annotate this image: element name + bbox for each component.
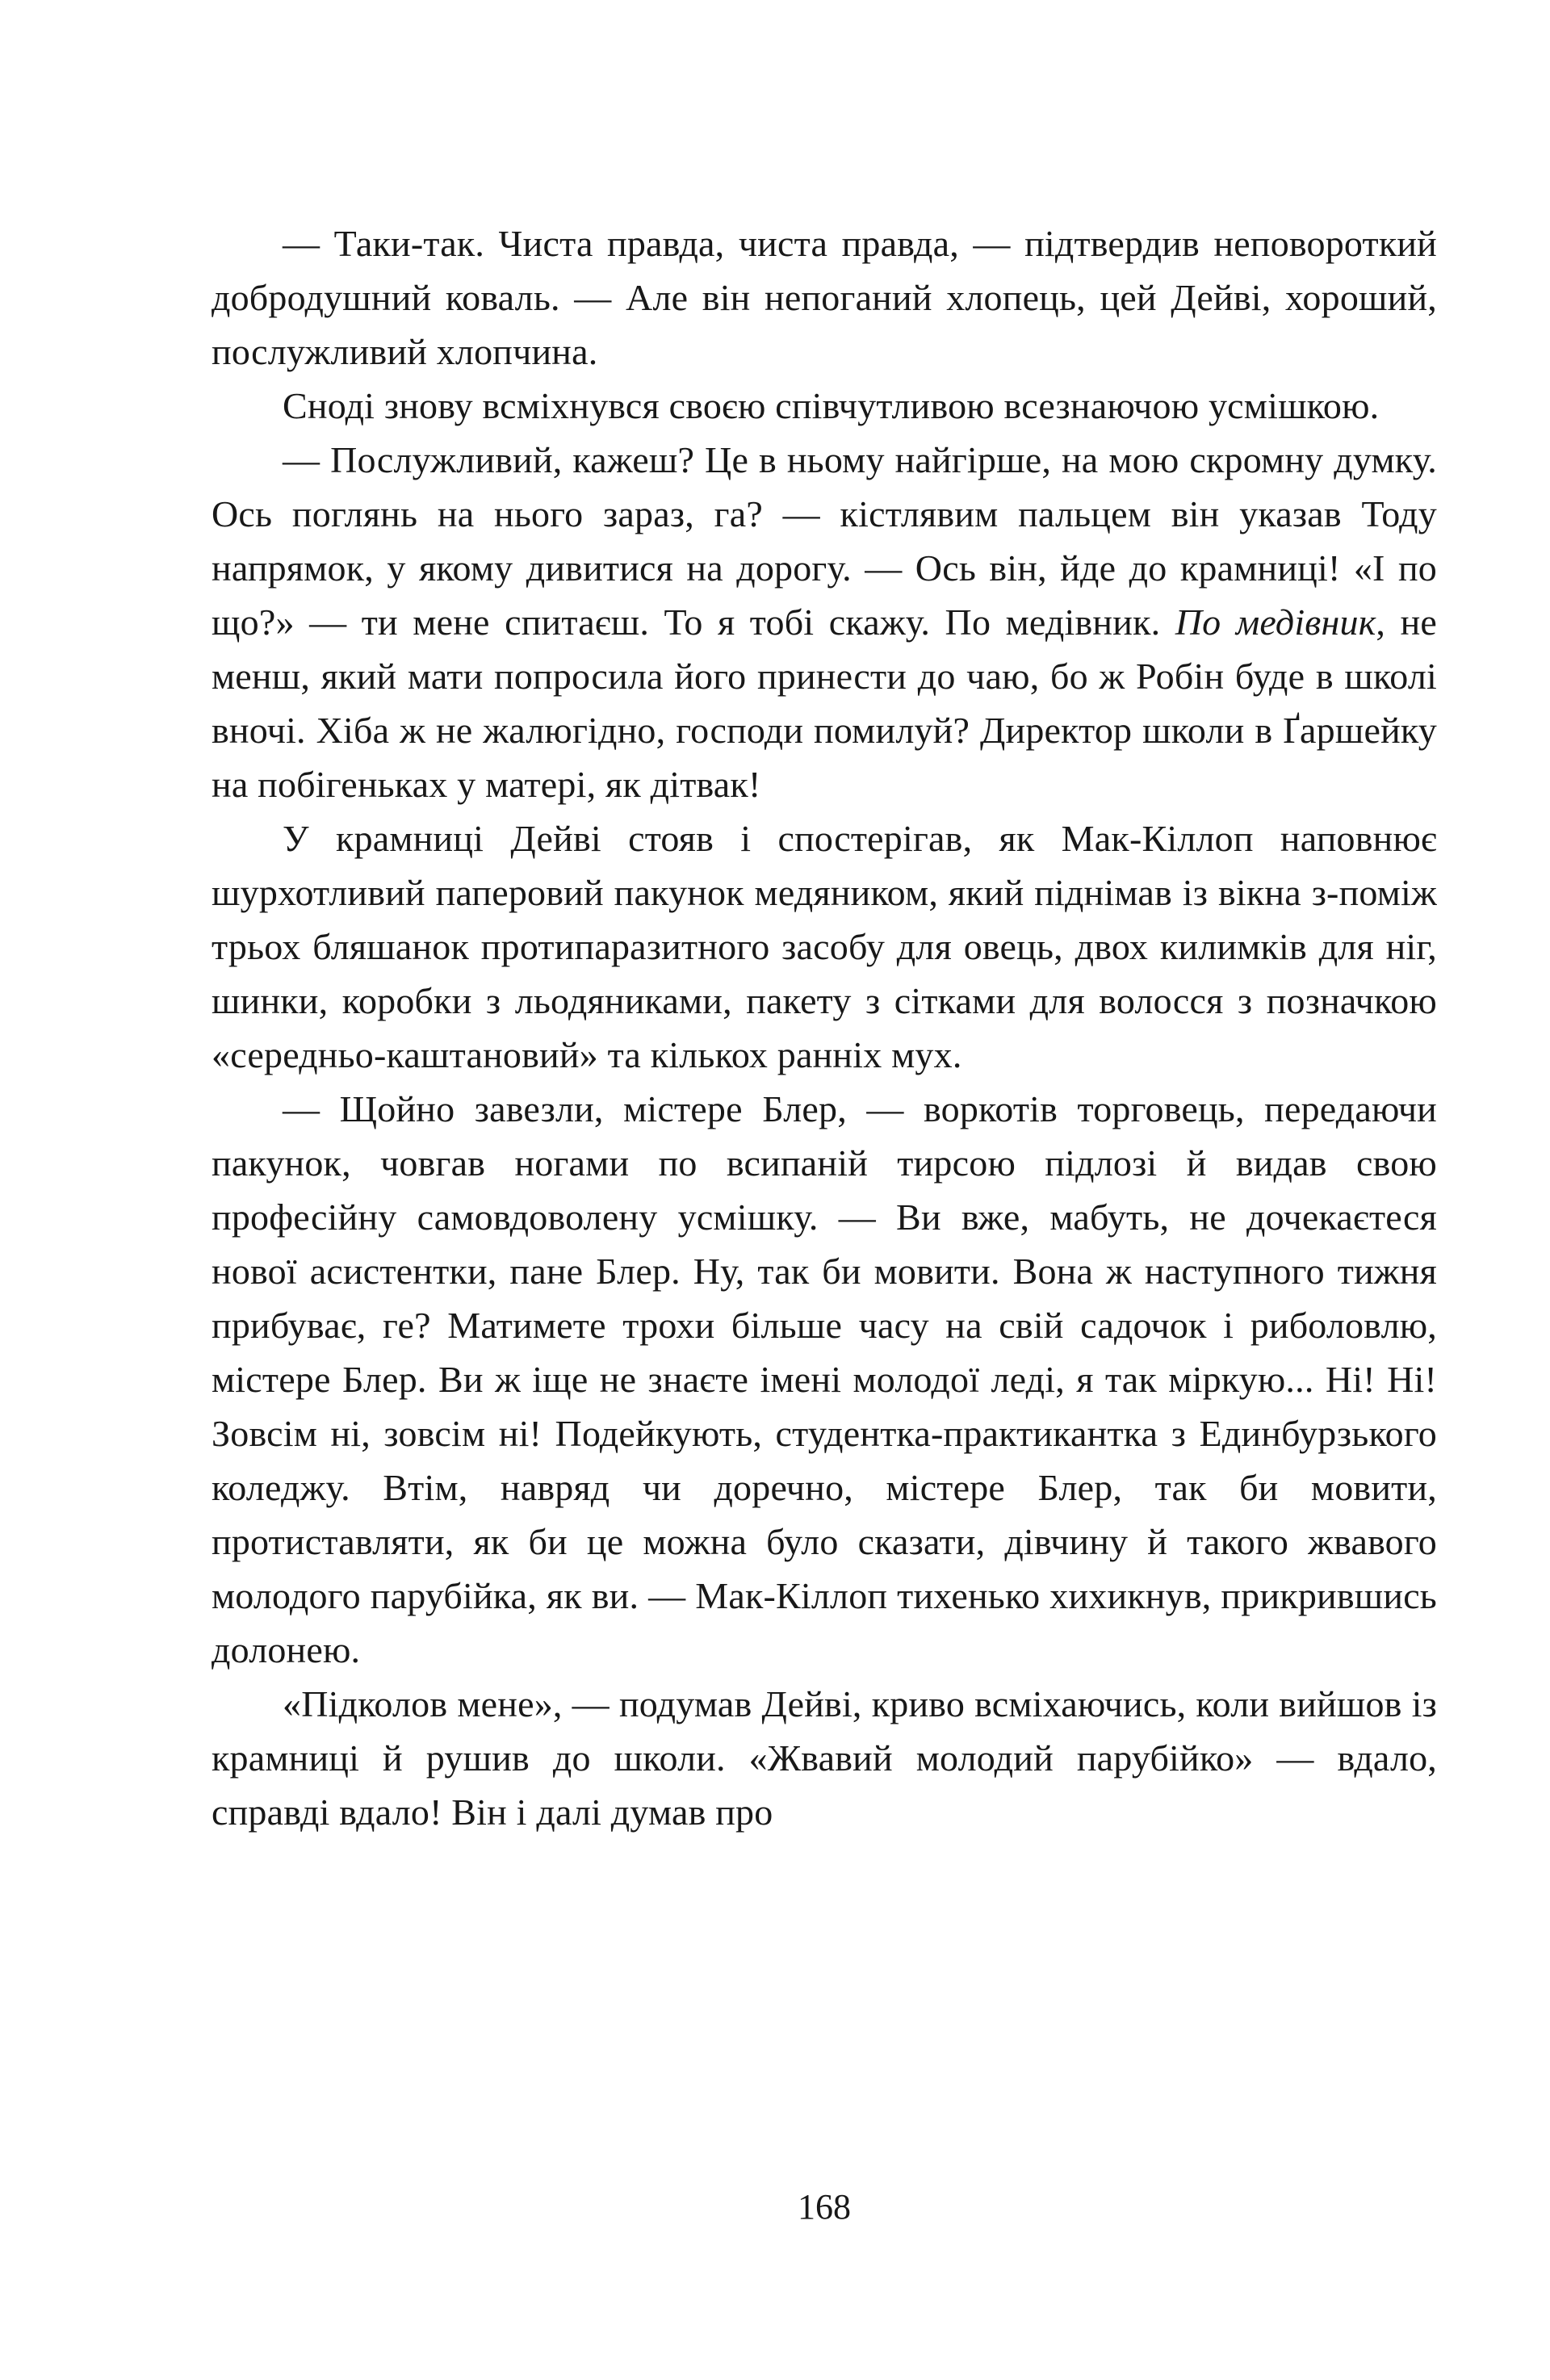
paragraph — [212, 433, 1437, 811]
paragraph — [212, 811, 1437, 1082]
text-run: , не менш, який мати попросила його принести до чаю, бо ж Робін буде в школі вночі. Хіба ж не жалюгідно, господи помилуй? Директор школи в Ґаршейку на побігеньках у матері, як дітвак! — [212, 601, 1437, 805]
italic-text-run: По медівник — [1175, 601, 1376, 643]
page-text-block — [212, 216, 1437, 1839]
text-run: У крамниці Дейві стояв і спостерігав, як Мак-Кіллоп наповнює шурхотливий паперовий пакунок медяником, який піднімав із вікна з-поміж трьох бляшанок протипаразитного засобу для овець, двох килимків для ніг, шинки, коробки з льодяниками, пакету з сітками для волосся з позначкою «середньо-каштановий» та кількох ранніх мух. — [212, 818, 1437, 1075]
paragraph — [212, 216, 1437, 379]
paragraph — [212, 379, 1437, 433]
text-run: — Таки-так. Чиста правда, чиста правда, — підтвердив неповороткий добродушний коваль. — Але він непоганий хлопець, цей Дейві, хороший, послужливий хлопчина. — [212, 223, 1437, 372]
text-run: Сноді знову всміхнувся своєю співчутливою всезнаючою усмішкою. — [283, 385, 1380, 426]
page-number: 168 — [798, 2187, 851, 2227]
text-run: — Послужливий, кажеш? Це в ньому найгірше, на мою скромну думку. Ось поглянь на нього зараз, га? — кістлявим пальцем він указав Тоду напрямок, у якому дивитися на дорогу. — Ось він, йде до крамниці! «І по що?» — ти мене спитаєш. То я тобі скажу. По медівник. — [212, 439, 1437, 643]
paragraph — [212, 1082, 1437, 1677]
paragraph — [212, 1677, 1437, 1839]
text-run: — Щойно завезли, містере Блер, — воркотів торговець, передаючи пакунок, човгав ногами по всипаній тирсою підлозі й видав свою професійну самовдоволену усмішку. — Ви вже, мабуть, не дочекаєтеся нової асистентки, пане Блер. Ну, так би мовити. Вона ж наступного тижня прибуває, ге? Матимете трохи більше часу на свій садочок і риболовлю, містере Блер. Ви ж іще не знаєте імені молодої леді, я так міркую... Ні! Ні! Зовсім ні, зовсім ні! Подейкують, студентка-практикантка з Единбурзького коледжу. Втім, навряд чи доречно, містере Блер, так би мовити, протиставляти, як би це можна було сказати, дівчину й такого жвавого молодого парубійка, як ви. — Мак-Кіллоп тихенько хихикнув, прикрившись долонею. — [212, 1088, 1437, 1670]
text-run: «Підколов мене», — подумав Дейві, криво всміхаючись, коли вийшов із крамниці й рушив до школи. «Жвавий молодий парубійко» — вдало, справді вдало! Він і далі думав про — [212, 1683, 1437, 1833]
